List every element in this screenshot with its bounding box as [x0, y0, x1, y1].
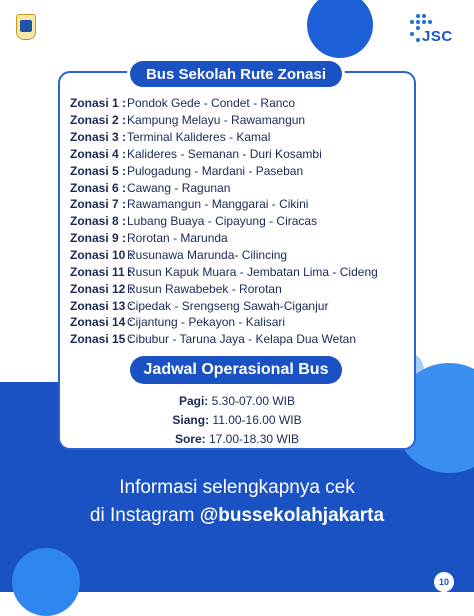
jakarta-emblem-icon — [16, 14, 36, 40]
schedule-list — [60, 392, 414, 449]
schedule-time: 17.00-18.30 WIB — [208, 432, 300, 446]
zone-row — [70, 146, 410, 163]
zone-route: Lubang Buaya - Cipayung - Ciracas — [127, 214, 318, 229]
zone-row — [70, 162, 410, 179]
zone-row — [70, 247, 410, 264]
zone-route: Rawamangun - Manggarai - Cikini — [127, 197, 309, 212]
zone-route: Rusun Kapuk Muara - Jembatan Lima - Cideng — [127, 264, 378, 279]
schedule-label: Siang: — [172, 413, 210, 427]
zone-label: Zonasi 12 : — [70, 281, 133, 296]
zone-label: Zonasi 13 : — [70, 298, 133, 313]
zone-route: Pondok Gede - Condet - Ranco — [127, 96, 296, 111]
zone-label: Zonasi 14 : — [70, 315, 133, 330]
decorative-circle-top — [307, 0, 373, 58]
info-text — [0, 474, 474, 530]
zone-label: Zonasi 2 : — [70, 113, 127, 128]
jsc-logo — [408, 12, 456, 46]
zone-row — [70, 230, 410, 247]
zone-route: Terminal Kalideres - Kamal — [127, 130, 271, 145]
zone-route: Cibubur - Taruna Jaya - Kelapa Dua Wetan — [127, 332, 357, 347]
zone-route: Rusun Rawabebek - Rorotan — [127, 281, 282, 296]
zone-label: Zonasi 3 : — [70, 130, 127, 145]
zone-label: Zonasi 4 : — [70, 146, 127, 161]
zone-list — [70, 95, 410, 348]
zone-route: Pulogadung - Mardani - Paseban — [127, 163, 304, 178]
zone-row — [70, 112, 410, 129]
jsc-logo-text: JSC — [422, 28, 453, 45]
schedule-title: Jadwal Operasional Bus — [130, 356, 342, 384]
schedule-label: Sore: — [174, 432, 206, 446]
instagram-handle: @bussekolahjakarta — [199, 505, 385, 526]
zone-label: Zonasi 7 : — [70, 197, 127, 212]
zone-row — [70, 297, 410, 314]
schedule-row — [60, 392, 414, 411]
info-prefix: di Instagram — [89, 505, 200, 526]
zone-row — [70, 314, 410, 331]
card-title: Bus Sekolah Rute Zonasi — [130, 61, 342, 87]
info-line-2 — [0, 502, 474, 530]
schedule-label: Pagi: — [178, 394, 209, 408]
schedule-row — [60, 430, 414, 449]
zone-route: Cijantung - Pekayon - Kalisari — [127, 315, 286, 330]
zone-label: Zonasi 5 : — [70, 163, 127, 178]
zone-row — [70, 263, 410, 280]
schedule-time: 11.00-16.00 WIB — [212, 413, 302, 427]
decorative-circle-bottom-left — [12, 548, 80, 616]
zone-row — [70, 331, 410, 348]
info-line-1: Informasi selengkapnya cek — [119, 477, 355, 498]
zone-route: Rusunawa Marunda- Cilincing — [127, 248, 288, 263]
zone-row — [70, 196, 410, 213]
zone-route: Cipedak - Srengseng Sawah-Ciganjur — [127, 298, 329, 313]
zone-label: Zonasi 1 : — [70, 96, 127, 111]
zone-row — [70, 129, 410, 146]
zone-row — [70, 280, 410, 297]
zone-row — [70, 95, 410, 112]
zone-label: Zonasi 6 : — [70, 180, 127, 195]
zone-label: Zonasi 10 : — [70, 248, 133, 263]
zone-row — [70, 213, 410, 230]
page-number: 10 — [434, 572, 454, 592]
zone-label: Zonasi 15 : — [70, 332, 133, 347]
schedule-time: 5.30-07.00 WIB — [211, 394, 296, 408]
zone-route: Kampung Melayu - Rawamangun — [127, 113, 306, 128]
zone-row — [70, 179, 410, 196]
zone-label: Zonasi 9 : — [70, 231, 127, 246]
zone-route: Rorotan - Marunda — [127, 231, 228, 246]
schedule-row — [60, 411, 414, 430]
zone-route: Kalideres - Semanan - Duri Kosambi — [127, 146, 322, 161]
zone-label: Zonasi 8 : — [70, 214, 127, 229]
zone-route: Cawang - Ragunan — [127, 180, 231, 195]
zone-label: Zonasi 11 : — [70, 264, 133, 279]
